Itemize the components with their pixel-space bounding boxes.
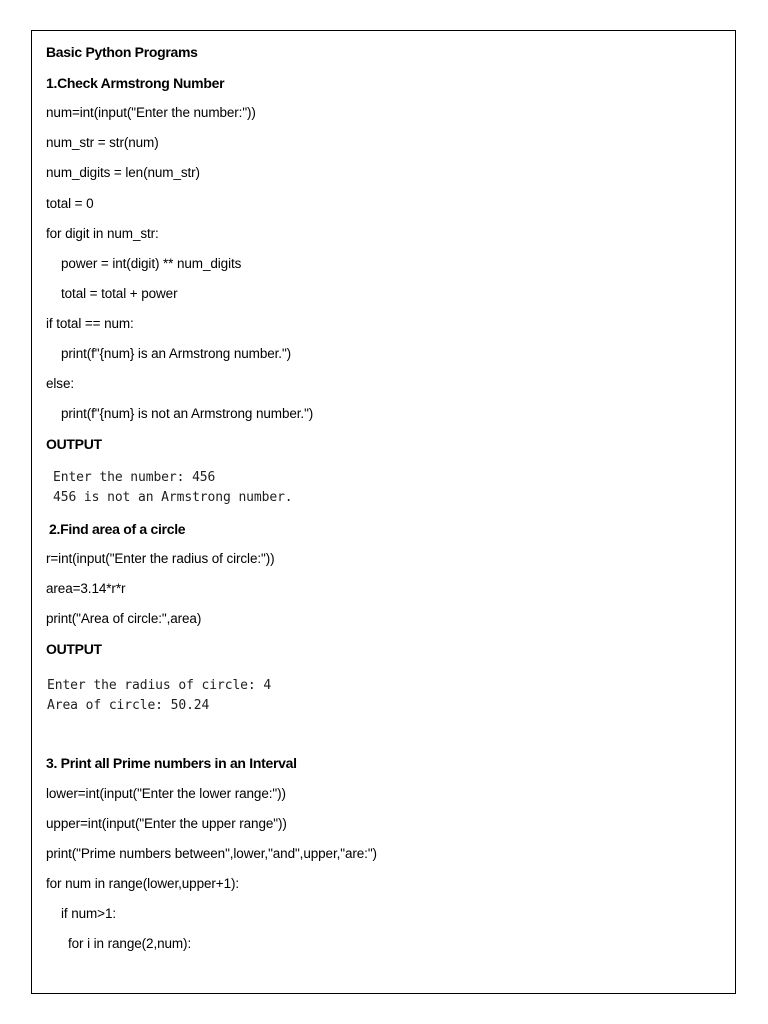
code-line: total = 0 bbox=[46, 196, 94, 211]
code-line: print("Prime numbers between",lower,"and",upper,"are:") bbox=[46, 846, 377, 861]
code-line: r=int(input("Enter the radius of circle:")) bbox=[46, 551, 275, 566]
code-line: print(f"{num} is an Armstrong number.") bbox=[61, 346, 292, 361]
section-heading-circle: 2.Find area of a circle bbox=[49, 521, 186, 537]
code-line: for num in range(lower,upper+1): bbox=[46, 876, 240, 891]
output-line: Enter the number: 456 bbox=[53, 470, 216, 485]
code-line: num_digits = len(num_str) bbox=[46, 165, 200, 180]
code-line: for digit in num_str: bbox=[46, 226, 159, 241]
output-line: Area of circle: 50.24 bbox=[47, 698, 210, 713]
output-line: Enter the radius of circle: 4 bbox=[47, 678, 272, 693]
output-label: OUTPUT bbox=[46, 641, 102, 657]
code-line: power = int(digit) ** num_digits bbox=[61, 256, 242, 271]
code-line: print("Area of circle:",area) bbox=[46, 611, 202, 626]
section-heading-armstrong: 1.Check Armstrong Number bbox=[46, 75, 225, 91]
code-line: else: bbox=[46, 376, 75, 391]
code-line: lower=int(input("Enter the lower range:")) bbox=[46, 786, 286, 801]
code-line: area=3.14*r*r bbox=[46, 581, 126, 596]
output-line: 456 is not an Armstrong number. bbox=[53, 490, 293, 505]
section-heading-prime: 3. Print all Prime numbers in an Interval bbox=[46, 755, 297, 771]
code-line: total = total + power bbox=[61, 286, 178, 301]
code-line: print(f"{num} is not an Armstrong number.") bbox=[61, 406, 314, 421]
code-line: for i in range(2,num): bbox=[68, 936, 192, 951]
code-line: num=int(input("Enter the number:")) bbox=[46, 105, 256, 120]
code-line: if total == num: bbox=[46, 316, 134, 331]
output-label: OUTPUT bbox=[46, 436, 102, 452]
code-line: upper=int(input("Enter the upper range")) bbox=[46, 816, 287, 831]
code-line: num_str = str(num) bbox=[46, 135, 159, 150]
document-title: Basic Python Programs bbox=[46, 44, 198, 60]
code-line: if num>1: bbox=[61, 906, 117, 921]
